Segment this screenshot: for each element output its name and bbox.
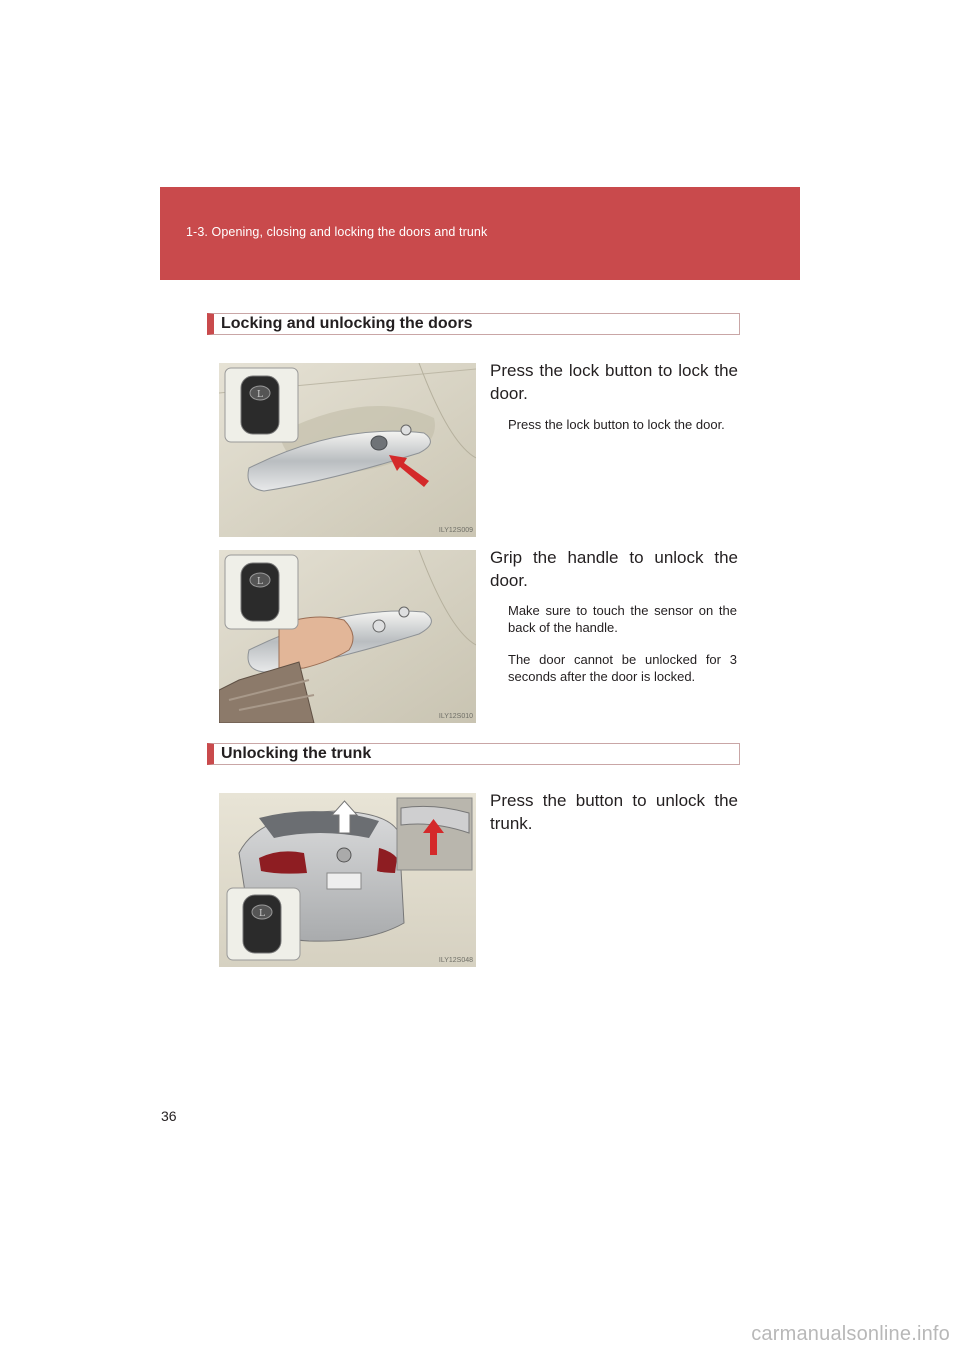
section-title-trunk: Unlocking the trunk xyxy=(221,745,372,762)
chapter-header xyxy=(160,187,800,280)
figure-unlock-trunk xyxy=(219,793,476,967)
figure-lock-door xyxy=(219,363,476,537)
section-title-doors: Locking and unlocking the doors xyxy=(221,315,473,332)
trunk-instruction: Press the button to unlock the trunk. xyxy=(490,791,738,833)
chapter-title: 1-3. Opening, closing and locking the doors and trunk xyxy=(186,225,488,239)
figure-code: ILY12S048 xyxy=(438,957,473,964)
unlock-instruction: Grip the handle to unlock the door. xyxy=(490,548,738,590)
section-heading-trunk xyxy=(207,743,740,765)
figure-code: ILY12S009 xyxy=(438,527,473,534)
page-number: 36 xyxy=(161,1108,177,1124)
svg-text:L: L xyxy=(257,390,263,400)
section-heading-doors xyxy=(207,313,740,335)
door-handle-lock-illustration xyxy=(219,363,476,537)
watermark: carmanualsonline.info xyxy=(751,1323,950,1345)
svg-text:L: L xyxy=(259,909,265,919)
car-trunk-illustration xyxy=(219,793,476,967)
door-handle-grip-illustration xyxy=(219,550,476,723)
figure-unlock-door xyxy=(219,550,476,723)
svg-text:L: L xyxy=(257,577,263,587)
unlock-note-sensor: Make sure to touch the sensor on the back of the handle. xyxy=(508,603,737,635)
figure-code: ILY12S010 xyxy=(438,713,473,720)
unlock-note-delay: The door cannot be unlocked for 3 seconds after the door is locked. xyxy=(508,652,737,684)
lock-note: Press the lock button to lock the door. xyxy=(508,417,725,432)
lock-instruction: Press the lock button to lock the door. xyxy=(490,361,738,403)
